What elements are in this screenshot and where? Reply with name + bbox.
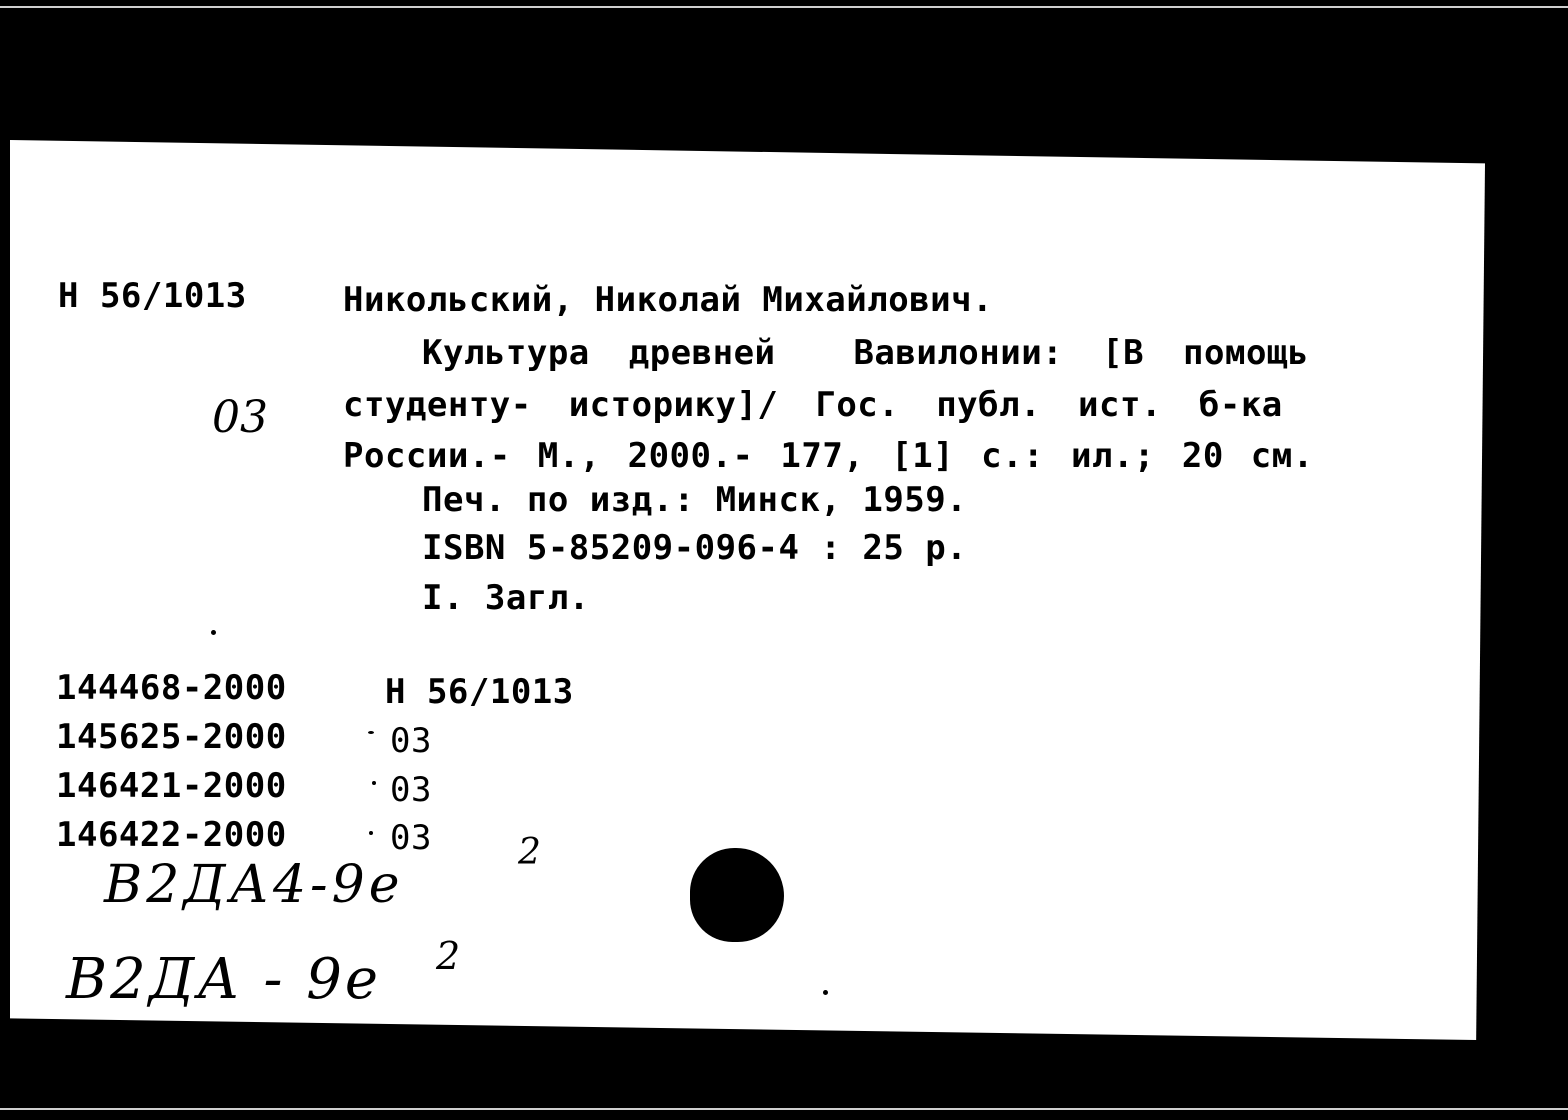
note-reprint: Печ. по изд.: Минск, 1959.	[422, 480, 968, 520]
inventory-number: 144468-2000	[56, 668, 287, 708]
holding-shelf-mark: 03	[390, 770, 432, 810]
inventory-number: 145625-2000	[56, 717, 287, 757]
title-line-2: студенту- историку]/ Гос. публ. ист. б-ка	[343, 385, 1283, 425]
holding-shelf-mark: 03	[390, 818, 432, 858]
holding-shelf-mark: Н 56/1013	[385, 672, 574, 712]
handwritten-code-text: В2ДА - 9е	[66, 947, 382, 1012]
author-heading: Никольский, Николай Михайлович.	[343, 280, 994, 320]
note-title-entry: I. Загл.	[422, 578, 590, 618]
ink-speck	[368, 731, 374, 734]
handwritten-superscript: 2	[518, 832, 541, 873]
call-number: Н 56/1013	[58, 276, 247, 316]
ink-speck	[369, 831, 373, 835]
title-line-1: Культура древней Вавилонии: [В помощь	[422, 333, 1309, 373]
ink-speck	[372, 781, 376, 785]
note-isbn-price: ISBN 5-85209-096-4 : 25 р.	[422, 528, 968, 568]
inventory-number: 146421-2000	[56, 766, 287, 806]
ink-speck	[823, 990, 828, 995]
top-scan-border	[0, 6, 1568, 8]
title-line-3: России.- М., 2000.- 177, [1] с.: ил.; 20 см.	[343, 436, 1314, 476]
handwritten-superscript: 2	[436, 934, 461, 978]
inventory-number: 146422-2000	[56, 815, 287, 855]
bottom-scan-border	[0, 1108, 1568, 1110]
handwritten-code-text: В2ДА4-9е	[104, 855, 404, 915]
holding-shelf-mark: 03	[390, 721, 432, 761]
location-mark-handwritten: 03	[212, 392, 268, 443]
punch-hole	[690, 848, 784, 942]
ink-speck	[211, 630, 216, 635]
